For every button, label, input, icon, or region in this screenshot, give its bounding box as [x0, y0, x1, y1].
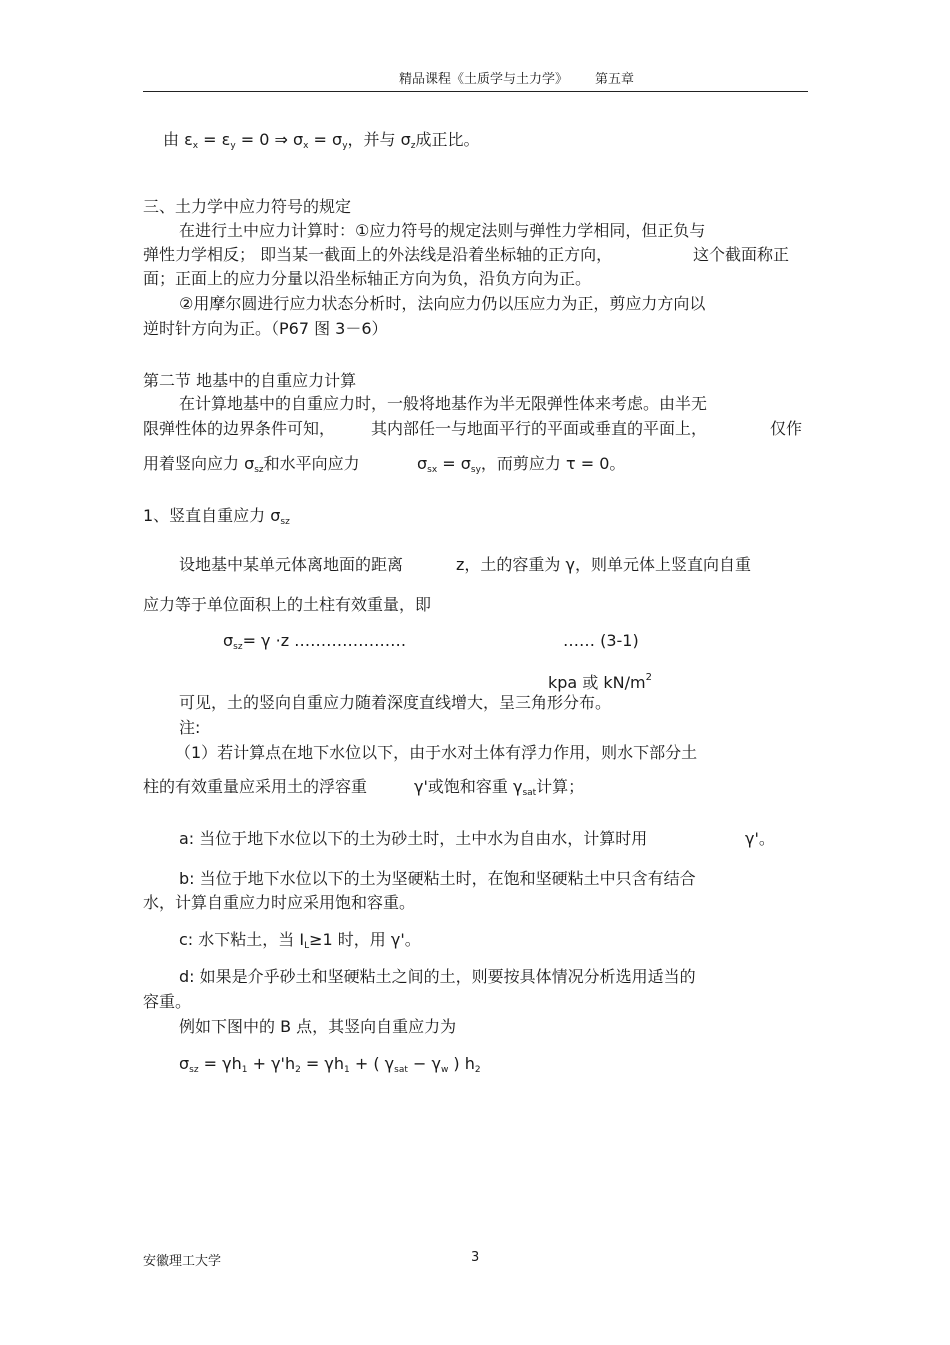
paragraph-line: 限弹性体的边界条件可知， [143, 419, 336, 438]
footer-school: 安徽理工大学 [143, 1254, 222, 1269]
header-rule [143, 91, 808, 92]
paragraph-line: 例如下图中的 B 点，其竖向自重应力为 [179, 1017, 457, 1036]
equation-number: …… (3-1) [563, 631, 639, 650]
paragraph-line: 逆时针方向为正。（P67 图 3－6） [143, 319, 388, 338]
strain-relation-line: 由 $\varepsilon_x = \varepsilon_y = 0$ ⇒ $\sigma_x = \sigma_y$，并与 $\sigma_z$成正比。 [163, 130, 480, 151]
note-label: 注: [179, 718, 201, 737]
paragraph-line: z，土的容重为 γ，则单元体上竖直向自重 [456, 555, 751, 574]
unit-label: kpa 或 $kN/m^2$ [548, 672, 652, 692]
paragraph-line: 这个截面称正 [693, 245, 790, 264]
stress-state-line: $\sigma_{sx} = \sigma_{sy}$，而剪应力 τ = 0。 [417, 454, 626, 475]
paragraph-line: c: 水下粘土，当 $I_L\ge 1$ 时，用 γ'。 [179, 930, 421, 951]
paragraph-line: （1）若计算点在地下水位以下，由于水对土体有浮力作用，则水下部分土 [175, 743, 698, 762]
header-title: 精品课程《土质学与土力学》 [399, 72, 569, 87]
paragraph-line: 应力等于单位面积上的土柱有效重量，即 [143, 595, 432, 614]
paragraph-line: 设地基中某单元体离地面的距离 [179, 555, 404, 574]
paragraph-line: b: 当位于地下水位以下的土为坚硬粘土时，在饱和坚硬粘土中只含有结合 [179, 869, 696, 888]
page-number: 3 [471, 1250, 480, 1265]
paragraph-line: 在计算地基中的自重应力时，一般将地基作为半无限弹性体来考虑。由半无 [179, 394, 708, 413]
paragraph-line: ②用摩尔圆进行应力状态分析时，法向应力仍以压应力为正，剪应力方向以 [179, 294, 706, 313]
equation-3-1: $\sigma_{sz}= \gamma \cdot z$ ………………… [223, 631, 407, 652]
paragraph-line: 容重。 [143, 992, 192, 1011]
header-chapter: 第五章 [595, 72, 635, 87]
paragraph-line: γ'或饱和容重 $\gamma_{sat}$计算； [414, 777, 585, 798]
paragraph-line: 弹性力学相反； 即当某一截面上的外法线是沿着坐标轴的正方向， [143, 245, 613, 264]
paragraph-line: 在进行土中应力计算时：①应力符号的规定法则与弹性力学相同，但正负与 [179, 221, 706, 240]
paragraph-line: 水，计算自重应力时应采用饱和容重。 [143, 893, 416, 912]
paragraph-line: 仅作 [770, 419, 803, 438]
paragraph-line: 可见，土的竖向自重应力随着深度直线增大，呈三角形分布。 [179, 693, 612, 712]
stress-state-line: 用着竖向应力 $\sigma_{sz}$和水平向应力 [143, 454, 360, 475]
paragraph-line: γ'。 [745, 829, 775, 848]
paragraph-line: 面；正面上的应力分量以沿坐标轴正方向为负，沿负方向为正。 [143, 269, 592, 288]
equation-point-b: $\sigma_{sz} = \gamma h_1 + \gamma'h_2 = \gamma h_1$ + ( $\gamma_{sat} - \gamma_w$ ) $h_2$ [179, 1054, 481, 1075]
paragraph-line: 柱的有效重量应采用土的浮容重 [143, 777, 368, 796]
paragraph-line: d: 如果是介乎砂土和坚硬粘土之间的土，则要按具体情况分析选用适当的 [179, 967, 696, 986]
paragraph-line: a: 当位于地下水位以下的土为砂土时，土中水为自由水，计算时用 [179, 829, 648, 848]
section-heading-2: 第二节 地基中的自重应力计算 [143, 371, 357, 390]
subsection-heading: 1、竖直自重应力 $\sigma_{sz}$ [143, 506, 290, 527]
paragraph-line: 其内部任一与地面平行的平面或垂直的平面上， [371, 419, 708, 438]
section-heading-3: 三、土力学中应力符号的规定 [143, 197, 352, 216]
